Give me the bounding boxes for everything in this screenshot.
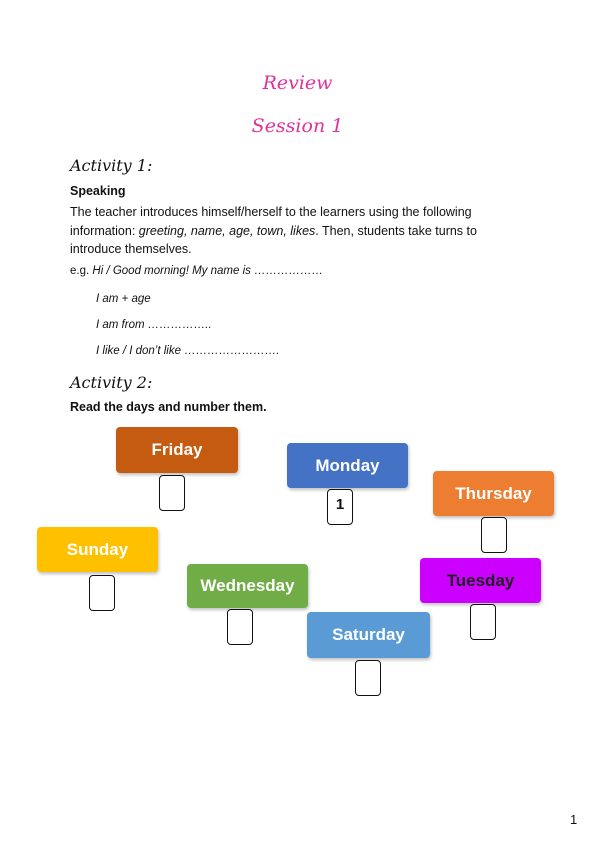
activity-1-instructions <box>70 203 520 259</box>
example-prefix: e.g. <box>70 265 93 277</box>
day-card-thursday: Thursday <box>433 471 554 516</box>
activity-2-heading: Activity 2: <box>70 373 153 392</box>
answer-box-thursday[interactable] <box>481 517 507 553</box>
day-card-wednesday: Wednesday <box>187 564 308 608</box>
example-line-3: I am from …………….. <box>96 319 212 331</box>
answer-box-tuesday[interactable] <box>470 604 496 640</box>
speaking-subheading: Speaking <box>70 184 126 198</box>
example-line-4: I like / I don’t like ……………………. <box>96 345 280 357</box>
day-card-friday: Friday <box>116 427 238 473</box>
day-card-tuesday: Tuesday <box>420 558 541 603</box>
activity-2-instruction: Read the days and number them. <box>70 400 267 414</box>
example-line-2: I am + age <box>96 293 151 305</box>
instructions-keywords: greeting, name, age, town, likes <box>138 223 316 238</box>
day-card-saturday: Saturday <box>307 612 430 658</box>
instructions-text-1: The teacher introduces himself/herself to the learners using the following information: <box>70 205 472 238</box>
instructions-text-2: . Then, students take turns to introduce themselves. <box>70 223 477 256</box>
session-title: Session 1 <box>251 115 344 137</box>
answer-box-friday[interactable] <box>159 475 185 511</box>
answer-box-monday[interactable]: 1 <box>327 489 353 525</box>
answer-box-wednesday[interactable] <box>227 609 253 645</box>
day-card-monday: Monday <box>287 443 408 488</box>
example-line-1 <box>70 265 323 277</box>
answer-box-saturday[interactable] <box>355 660 381 696</box>
day-card-sunday: Sunday <box>37 527 158 572</box>
activity-1-heading: Activity 1: <box>70 156 153 175</box>
page-number: 1 <box>570 812 578 827</box>
example-greeting: Hi / Good morning! My name is ……………… <box>92 265 324 277</box>
page-title: Review <box>262 72 333 94</box>
answer-box-sunday[interactable] <box>89 575 115 611</box>
